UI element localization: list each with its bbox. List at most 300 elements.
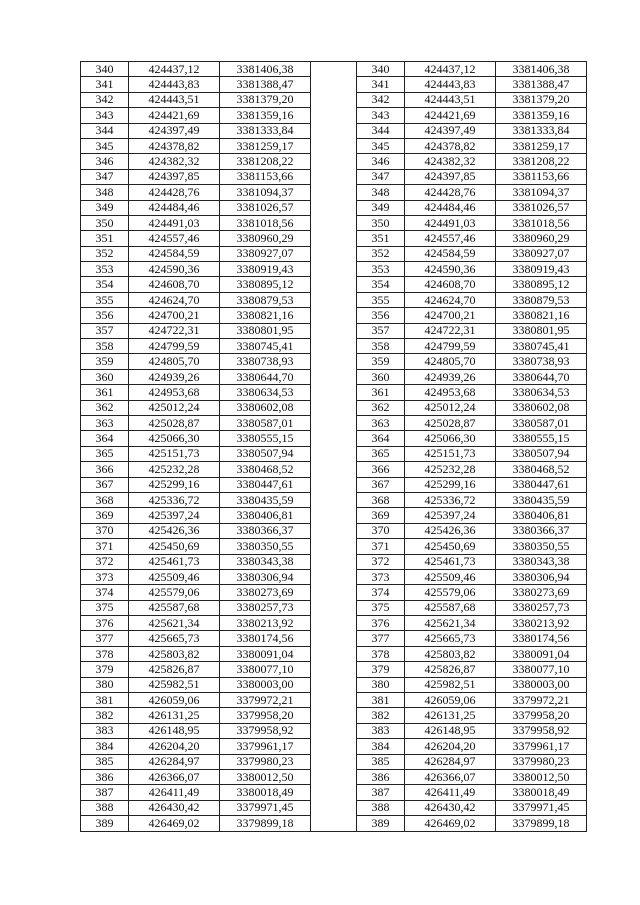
right-y-coordinate-cell: 3380018,49: [496, 785, 587, 800]
right-y-coordinate-cell: 3380091,04: [496, 646, 587, 661]
left-point-number-cell: 374: [81, 585, 129, 600]
right-y-coordinate-cell: 3380895,12: [496, 277, 587, 292]
column-gap: [311, 492, 357, 507]
left-point-number-cell: 364: [81, 431, 129, 446]
right-x-coordinate-cell: 425587,68: [405, 600, 496, 615]
right-point-number-cell: 389: [357, 816, 405, 831]
table-row: [81, 308, 587, 323]
column-gap: [311, 569, 357, 584]
left-x-coordinate-cell: 426411,49: [129, 785, 220, 800]
right-point-number-cell: 348: [357, 185, 405, 200]
left-y-coordinate-cell: 3379980,23: [220, 754, 311, 769]
table-row: [81, 646, 587, 661]
left-y-coordinate-cell: 3380213,92: [220, 616, 311, 631]
left-point-number-cell: 375: [81, 600, 129, 615]
left-x-coordinate-cell: 424491,03: [129, 215, 220, 230]
right-point-number-cell: 344: [357, 123, 405, 138]
right-x-coordinate-cell: 424805,70: [405, 354, 496, 369]
right-x-coordinate-cell: 424382,32: [405, 154, 496, 169]
right-point-number-cell: 387: [357, 785, 405, 800]
right-y-coordinate-cell: 3380012,50: [496, 769, 587, 784]
table-row: [81, 123, 587, 138]
right-x-coordinate-cell: 425803,82: [405, 646, 496, 661]
left-y-coordinate-cell: 3380091,04: [220, 646, 311, 661]
left-x-coordinate-cell: 425803,82: [129, 646, 220, 661]
column-gap: [311, 123, 357, 138]
left-y-coordinate-cell: 3379972,21: [220, 693, 311, 708]
left-point-number-cell: 347: [81, 169, 129, 184]
right-x-coordinate-cell: 424428,76: [405, 185, 496, 200]
right-point-number-cell: 382: [357, 708, 405, 723]
table-row: [81, 677, 587, 692]
left-y-coordinate-cell: 3381379,20: [220, 92, 311, 107]
right-x-coordinate-cell: 424443,51: [405, 92, 496, 107]
right-y-coordinate-cell: 3380343,38: [496, 554, 587, 569]
right-point-number-cell: 381: [357, 693, 405, 708]
left-y-coordinate-cell: 3381208,22: [220, 154, 311, 169]
right-y-coordinate-cell: 3381018,56: [496, 215, 587, 230]
left-point-number-cell: 363: [81, 415, 129, 430]
left-x-coordinate-cell: 424378,82: [129, 138, 220, 153]
left-y-coordinate-cell: 3381018,56: [220, 215, 311, 230]
column-gap: [311, 415, 357, 430]
left-x-coordinate-cell: 426469,02: [129, 816, 220, 831]
left-y-coordinate-cell: 3380927,07: [220, 246, 311, 261]
left-y-coordinate-cell: 3381259,17: [220, 138, 311, 153]
left-x-coordinate-cell: 424584,59: [129, 246, 220, 261]
right-point-number-cell: 353: [357, 262, 405, 277]
left-y-coordinate-cell: 3380343,38: [220, 554, 311, 569]
left-point-number-cell: 341: [81, 77, 129, 92]
table-row: [81, 492, 587, 507]
right-point-number-cell: 362: [357, 400, 405, 415]
left-point-number-cell: 369: [81, 508, 129, 523]
table-row: [81, 585, 587, 600]
table-row: [81, 754, 587, 769]
table-row: [81, 785, 587, 800]
right-point-number-cell: 357: [357, 323, 405, 338]
column-gap: [311, 277, 357, 292]
table-row: [81, 215, 587, 230]
left-point-number-cell: 388: [81, 800, 129, 815]
right-point-number-cell: 354: [357, 277, 405, 292]
right-point-number-cell: 388: [357, 800, 405, 815]
table-row: [81, 62, 587, 77]
left-y-coordinate-cell: 3380602,08: [220, 400, 311, 415]
right-x-coordinate-cell: 425450,69: [405, 539, 496, 554]
column-gap: [311, 754, 357, 769]
right-y-coordinate-cell: 3380306,94: [496, 569, 587, 584]
column-gap: [311, 769, 357, 784]
right-y-coordinate-cell: 3381208,22: [496, 154, 587, 169]
left-x-coordinate-cell: 425299,16: [129, 477, 220, 492]
right-x-coordinate-cell: 425426,36: [405, 523, 496, 538]
left-x-coordinate-cell: 425232,28: [129, 462, 220, 477]
right-point-number-cell: 364: [357, 431, 405, 446]
left-x-coordinate-cell: 424590,36: [129, 262, 220, 277]
left-point-number-cell: 361: [81, 385, 129, 400]
left-point-number-cell: 382: [81, 708, 129, 723]
right-y-coordinate-cell: 3379972,21: [496, 693, 587, 708]
right-point-number-cell: 373: [357, 569, 405, 584]
right-point-number-cell: 351: [357, 231, 405, 246]
left-x-coordinate-cell: 426430,42: [129, 800, 220, 815]
column-gap: [311, 693, 357, 708]
left-y-coordinate-cell: 3380077,10: [220, 662, 311, 677]
left-y-coordinate-cell: 3380821,16: [220, 308, 311, 323]
right-point-number-cell: 365: [357, 446, 405, 461]
right-y-coordinate-cell: 3379980,23: [496, 754, 587, 769]
table-row: [81, 169, 587, 184]
right-point-number-cell: 355: [357, 292, 405, 307]
table-row: [81, 200, 587, 215]
right-point-number-cell: 340: [357, 62, 405, 77]
column-gap: [311, 262, 357, 277]
right-y-coordinate-cell: 3381094,37: [496, 185, 587, 200]
left-point-number-cell: 381: [81, 693, 129, 708]
column-gap: [311, 723, 357, 738]
left-y-coordinate-cell: 3380644,70: [220, 369, 311, 384]
column-gap: [311, 785, 357, 800]
left-x-coordinate-cell: 424624,70: [129, 292, 220, 307]
left-point-number-cell: 354: [81, 277, 129, 292]
column-gap: [311, 339, 357, 354]
left-point-number-cell: 358: [81, 339, 129, 354]
left-y-coordinate-cell: 3380447,61: [220, 477, 311, 492]
column-gap: [311, 246, 357, 261]
right-x-coordinate-cell: 424939,26: [405, 369, 496, 384]
right-y-coordinate-cell: 3380406,81: [496, 508, 587, 523]
coordinates-table: [80, 61, 587, 832]
left-x-coordinate-cell: 425587,68: [129, 600, 220, 615]
right-x-coordinate-cell: 425982,51: [405, 677, 496, 692]
right-point-number-cell: 341: [357, 77, 405, 92]
left-y-coordinate-cell: 3380960,29: [220, 231, 311, 246]
right-y-coordinate-cell: 3380960,29: [496, 231, 587, 246]
left-y-coordinate-cell: 3379958,92: [220, 723, 311, 738]
left-point-number-cell: 376: [81, 616, 129, 631]
left-point-number-cell: 367: [81, 477, 129, 492]
right-x-coordinate-cell: 426131,25: [405, 708, 496, 723]
right-y-coordinate-cell: 3380602,08: [496, 400, 587, 415]
left-x-coordinate-cell: 424799,59: [129, 339, 220, 354]
right-x-coordinate-cell: 425299,16: [405, 477, 496, 492]
right-y-coordinate-cell: 3379958,20: [496, 708, 587, 723]
table-row: [81, 292, 587, 307]
right-point-number-cell: 345: [357, 138, 405, 153]
column-gap: [311, 323, 357, 338]
table-row: [81, 154, 587, 169]
right-y-coordinate-cell: 3381359,16: [496, 108, 587, 123]
left-y-coordinate-cell: 3380738,93: [220, 354, 311, 369]
right-y-coordinate-cell: 3380350,55: [496, 539, 587, 554]
right-x-coordinate-cell: 426204,20: [405, 739, 496, 754]
left-point-number-cell: 368: [81, 492, 129, 507]
left-x-coordinate-cell: 425579,06: [129, 585, 220, 600]
table-row: [81, 569, 587, 584]
left-y-coordinate-cell: 3380406,81: [220, 508, 311, 523]
table-row: [81, 185, 587, 200]
right-point-number-cell: 356: [357, 308, 405, 323]
left-point-number-cell: 372: [81, 554, 129, 569]
right-y-coordinate-cell: 3380927,07: [496, 246, 587, 261]
left-x-coordinate-cell: 426284,97: [129, 754, 220, 769]
left-x-coordinate-cell: 424608,70: [129, 277, 220, 292]
right-point-number-cell: 366: [357, 462, 405, 477]
left-point-number-cell: 359: [81, 354, 129, 369]
left-y-coordinate-cell: 3381153,66: [220, 169, 311, 184]
right-x-coordinate-cell: 424700,21: [405, 308, 496, 323]
left-point-number-cell: 384: [81, 739, 129, 754]
left-y-coordinate-cell: 3380745,41: [220, 339, 311, 354]
right-point-number-cell: 371: [357, 539, 405, 554]
right-x-coordinate-cell: 424953,68: [405, 385, 496, 400]
right-point-number-cell: 384: [357, 739, 405, 754]
right-point-number-cell: 380: [357, 677, 405, 692]
left-x-coordinate-cell: 426148,95: [129, 723, 220, 738]
right-x-coordinate-cell: 425826,87: [405, 662, 496, 677]
right-x-coordinate-cell: 424491,03: [405, 215, 496, 230]
right-x-coordinate-cell: 426366,07: [405, 769, 496, 784]
left-point-number-cell: 373: [81, 569, 129, 584]
column-gap: [311, 554, 357, 569]
left-x-coordinate-cell: 425621,34: [129, 616, 220, 631]
column-gap: [311, 231, 357, 246]
table-row: [81, 262, 587, 277]
left-point-number-cell: 380: [81, 677, 129, 692]
right-x-coordinate-cell: 424397,85: [405, 169, 496, 184]
left-x-coordinate-cell: 425461,73: [129, 554, 220, 569]
column-gap: [311, 616, 357, 631]
table-row: [81, 693, 587, 708]
right-x-coordinate-cell: 425012,24: [405, 400, 496, 415]
right-y-coordinate-cell: 3381026,57: [496, 200, 587, 215]
table-row: [81, 631, 587, 646]
left-point-number-cell: 379: [81, 662, 129, 677]
table-row: [81, 138, 587, 153]
left-x-coordinate-cell: 424484,46: [129, 200, 220, 215]
right-x-coordinate-cell: 424484,46: [405, 200, 496, 215]
left-x-coordinate-cell: 425426,36: [129, 523, 220, 538]
right-point-number-cell: 370: [357, 523, 405, 538]
left-point-number-cell: 353: [81, 262, 129, 277]
right-point-number-cell: 386: [357, 769, 405, 784]
left-point-number-cell: 348: [81, 185, 129, 200]
right-x-coordinate-cell: 426430,42: [405, 800, 496, 815]
column-gap: [311, 585, 357, 600]
left-y-coordinate-cell: 3380257,73: [220, 600, 311, 615]
table-row: [81, 108, 587, 123]
right-y-coordinate-cell: 3381153,66: [496, 169, 587, 184]
right-y-coordinate-cell: 3380435,59: [496, 492, 587, 507]
column-gap: [311, 662, 357, 677]
left-point-number-cell: 378: [81, 646, 129, 661]
table-row: [81, 415, 587, 430]
column-gap: [311, 308, 357, 323]
right-x-coordinate-cell: 424397,49: [405, 123, 496, 138]
left-point-number-cell: 362: [81, 400, 129, 415]
column-gap: [311, 154, 357, 169]
left-y-coordinate-cell: 3380366,37: [220, 523, 311, 538]
left-y-coordinate-cell: 3379899,18: [220, 816, 311, 831]
left-x-coordinate-cell: 424939,26: [129, 369, 220, 384]
right-x-coordinate-cell: 425579,06: [405, 585, 496, 600]
left-x-coordinate-cell: 425826,87: [129, 662, 220, 677]
right-x-coordinate-cell: 424590,36: [405, 262, 496, 277]
left-y-coordinate-cell: 3381359,16: [220, 108, 311, 123]
column-gap: [311, 708, 357, 723]
left-y-coordinate-cell: 3380174,56: [220, 631, 311, 646]
left-point-number-cell: 343: [81, 108, 129, 123]
right-point-number-cell: 367: [357, 477, 405, 492]
right-x-coordinate-cell: 424437,12: [405, 62, 496, 77]
left-point-number-cell: 351: [81, 231, 129, 246]
column-gap: [311, 446, 357, 461]
right-point-number-cell: 342: [357, 92, 405, 107]
column-gap: [311, 462, 357, 477]
table-row: [81, 600, 587, 615]
column-gap: [311, 169, 357, 184]
right-y-coordinate-cell: 3380366,37: [496, 523, 587, 538]
left-x-coordinate-cell: 424421,69: [129, 108, 220, 123]
left-y-coordinate-cell: 3380018,49: [220, 785, 311, 800]
right-y-coordinate-cell: 3379971,45: [496, 800, 587, 815]
left-x-coordinate-cell: 424397,49: [129, 123, 220, 138]
column-gap: [311, 677, 357, 692]
column-gap: [311, 739, 357, 754]
right-y-coordinate-cell: 3381333,84: [496, 123, 587, 138]
table-row: [81, 616, 587, 631]
right-y-coordinate-cell: 3381379,20: [496, 92, 587, 107]
column-gap: [311, 400, 357, 415]
table-row: [81, 246, 587, 261]
left-y-coordinate-cell: 3380468,52: [220, 462, 311, 477]
right-point-number-cell: 347: [357, 169, 405, 184]
table-row: [81, 369, 587, 384]
table-row: [81, 446, 587, 461]
left-x-coordinate-cell: 424443,51: [129, 92, 220, 107]
left-point-number-cell: 352: [81, 246, 129, 261]
table-row: [81, 431, 587, 446]
left-x-coordinate-cell: 425012,24: [129, 400, 220, 415]
left-y-coordinate-cell: 3381026,57: [220, 200, 311, 215]
left-x-coordinate-cell: 424557,46: [129, 231, 220, 246]
column-gap: [311, 477, 357, 492]
right-x-coordinate-cell: 426411,49: [405, 785, 496, 800]
right-y-coordinate-cell: 3381406,38: [496, 62, 587, 77]
column-gap: [311, 369, 357, 384]
table-row: [81, 385, 587, 400]
left-y-coordinate-cell: 3381388,47: [220, 77, 311, 92]
left-x-coordinate-cell: 426059,06: [129, 693, 220, 708]
right-point-number-cell: 375: [357, 600, 405, 615]
right-point-number-cell: 374: [357, 585, 405, 600]
right-y-coordinate-cell: 3380644,70: [496, 369, 587, 384]
column-gap: [311, 431, 357, 446]
left-x-coordinate-cell: 425982,51: [129, 677, 220, 692]
right-point-number-cell: 385: [357, 754, 405, 769]
left-y-coordinate-cell: 3380634,53: [220, 385, 311, 400]
right-point-number-cell: 376: [357, 616, 405, 631]
table-row: [81, 816, 587, 831]
left-point-number-cell: 389: [81, 816, 129, 831]
right-x-coordinate-cell: 425028,87: [405, 415, 496, 430]
table-row: [81, 400, 587, 415]
right-y-coordinate-cell: 3380213,92: [496, 616, 587, 631]
left-y-coordinate-cell: 3380555,15: [220, 431, 311, 446]
left-point-number-cell: 342: [81, 92, 129, 107]
table-row: [81, 477, 587, 492]
table-row: [81, 277, 587, 292]
right-y-coordinate-cell: 3380077,10: [496, 662, 587, 677]
left-x-coordinate-cell: 424722,31: [129, 323, 220, 338]
column-gap: [311, 215, 357, 230]
right-x-coordinate-cell: 424624,70: [405, 292, 496, 307]
left-point-number-cell: 356: [81, 308, 129, 323]
left-x-coordinate-cell: 425450,69: [129, 539, 220, 554]
left-x-coordinate-cell: 424953,68: [129, 385, 220, 400]
left-point-number-cell: 357: [81, 323, 129, 338]
table-row: [81, 231, 587, 246]
right-x-coordinate-cell: 425151,73: [405, 446, 496, 461]
left-x-coordinate-cell: 424437,12: [129, 62, 220, 77]
right-x-coordinate-cell: 425665,73: [405, 631, 496, 646]
left-x-coordinate-cell: 426204,20: [129, 739, 220, 754]
right-y-coordinate-cell: 3379958,92: [496, 723, 587, 738]
column-gap: [311, 508, 357, 523]
left-x-coordinate-cell: 424428,76: [129, 185, 220, 200]
right-x-coordinate-cell: 425509,46: [405, 569, 496, 584]
right-point-number-cell: 343: [357, 108, 405, 123]
right-y-coordinate-cell: 3380587,01: [496, 415, 587, 430]
table-row: [81, 708, 587, 723]
right-y-coordinate-cell: 3380468,52: [496, 462, 587, 477]
right-y-coordinate-cell: 3380745,41: [496, 339, 587, 354]
table-row: [81, 508, 587, 523]
right-x-coordinate-cell: 425232,28: [405, 462, 496, 477]
left-point-number-cell: 346: [81, 154, 129, 169]
left-x-coordinate-cell: 425336,72: [129, 492, 220, 507]
left-x-coordinate-cell: 425665,73: [129, 631, 220, 646]
table-row: [81, 523, 587, 538]
table-row: [81, 354, 587, 369]
left-x-coordinate-cell: 425028,87: [129, 415, 220, 430]
right-y-coordinate-cell: 3380507,94: [496, 446, 587, 461]
left-x-coordinate-cell: 425509,46: [129, 569, 220, 584]
table-row: [81, 77, 587, 92]
left-point-number-cell: 385: [81, 754, 129, 769]
right-y-coordinate-cell: 3379899,18: [496, 816, 587, 831]
table-row: [81, 739, 587, 754]
column-gap: [311, 185, 357, 200]
right-y-coordinate-cell: 3380879,53: [496, 292, 587, 307]
left-point-number-cell: 366: [81, 462, 129, 477]
column-gap: [311, 523, 357, 538]
right-y-coordinate-cell: 3380821,16: [496, 308, 587, 323]
left-point-number-cell: 340: [81, 62, 129, 77]
left-y-coordinate-cell: 3380879,53: [220, 292, 311, 307]
right-y-coordinate-cell: 3380174,56: [496, 631, 587, 646]
left-x-coordinate-cell: 424700,21: [129, 308, 220, 323]
column-gap: [311, 108, 357, 123]
left-point-number-cell: 383: [81, 723, 129, 738]
table-row: [81, 769, 587, 784]
left-point-number-cell: 344: [81, 123, 129, 138]
right-point-number-cell: 352: [357, 246, 405, 261]
right-x-coordinate-cell: 424443,83: [405, 77, 496, 92]
left-x-coordinate-cell: 426366,07: [129, 769, 220, 784]
table-row: [81, 339, 587, 354]
